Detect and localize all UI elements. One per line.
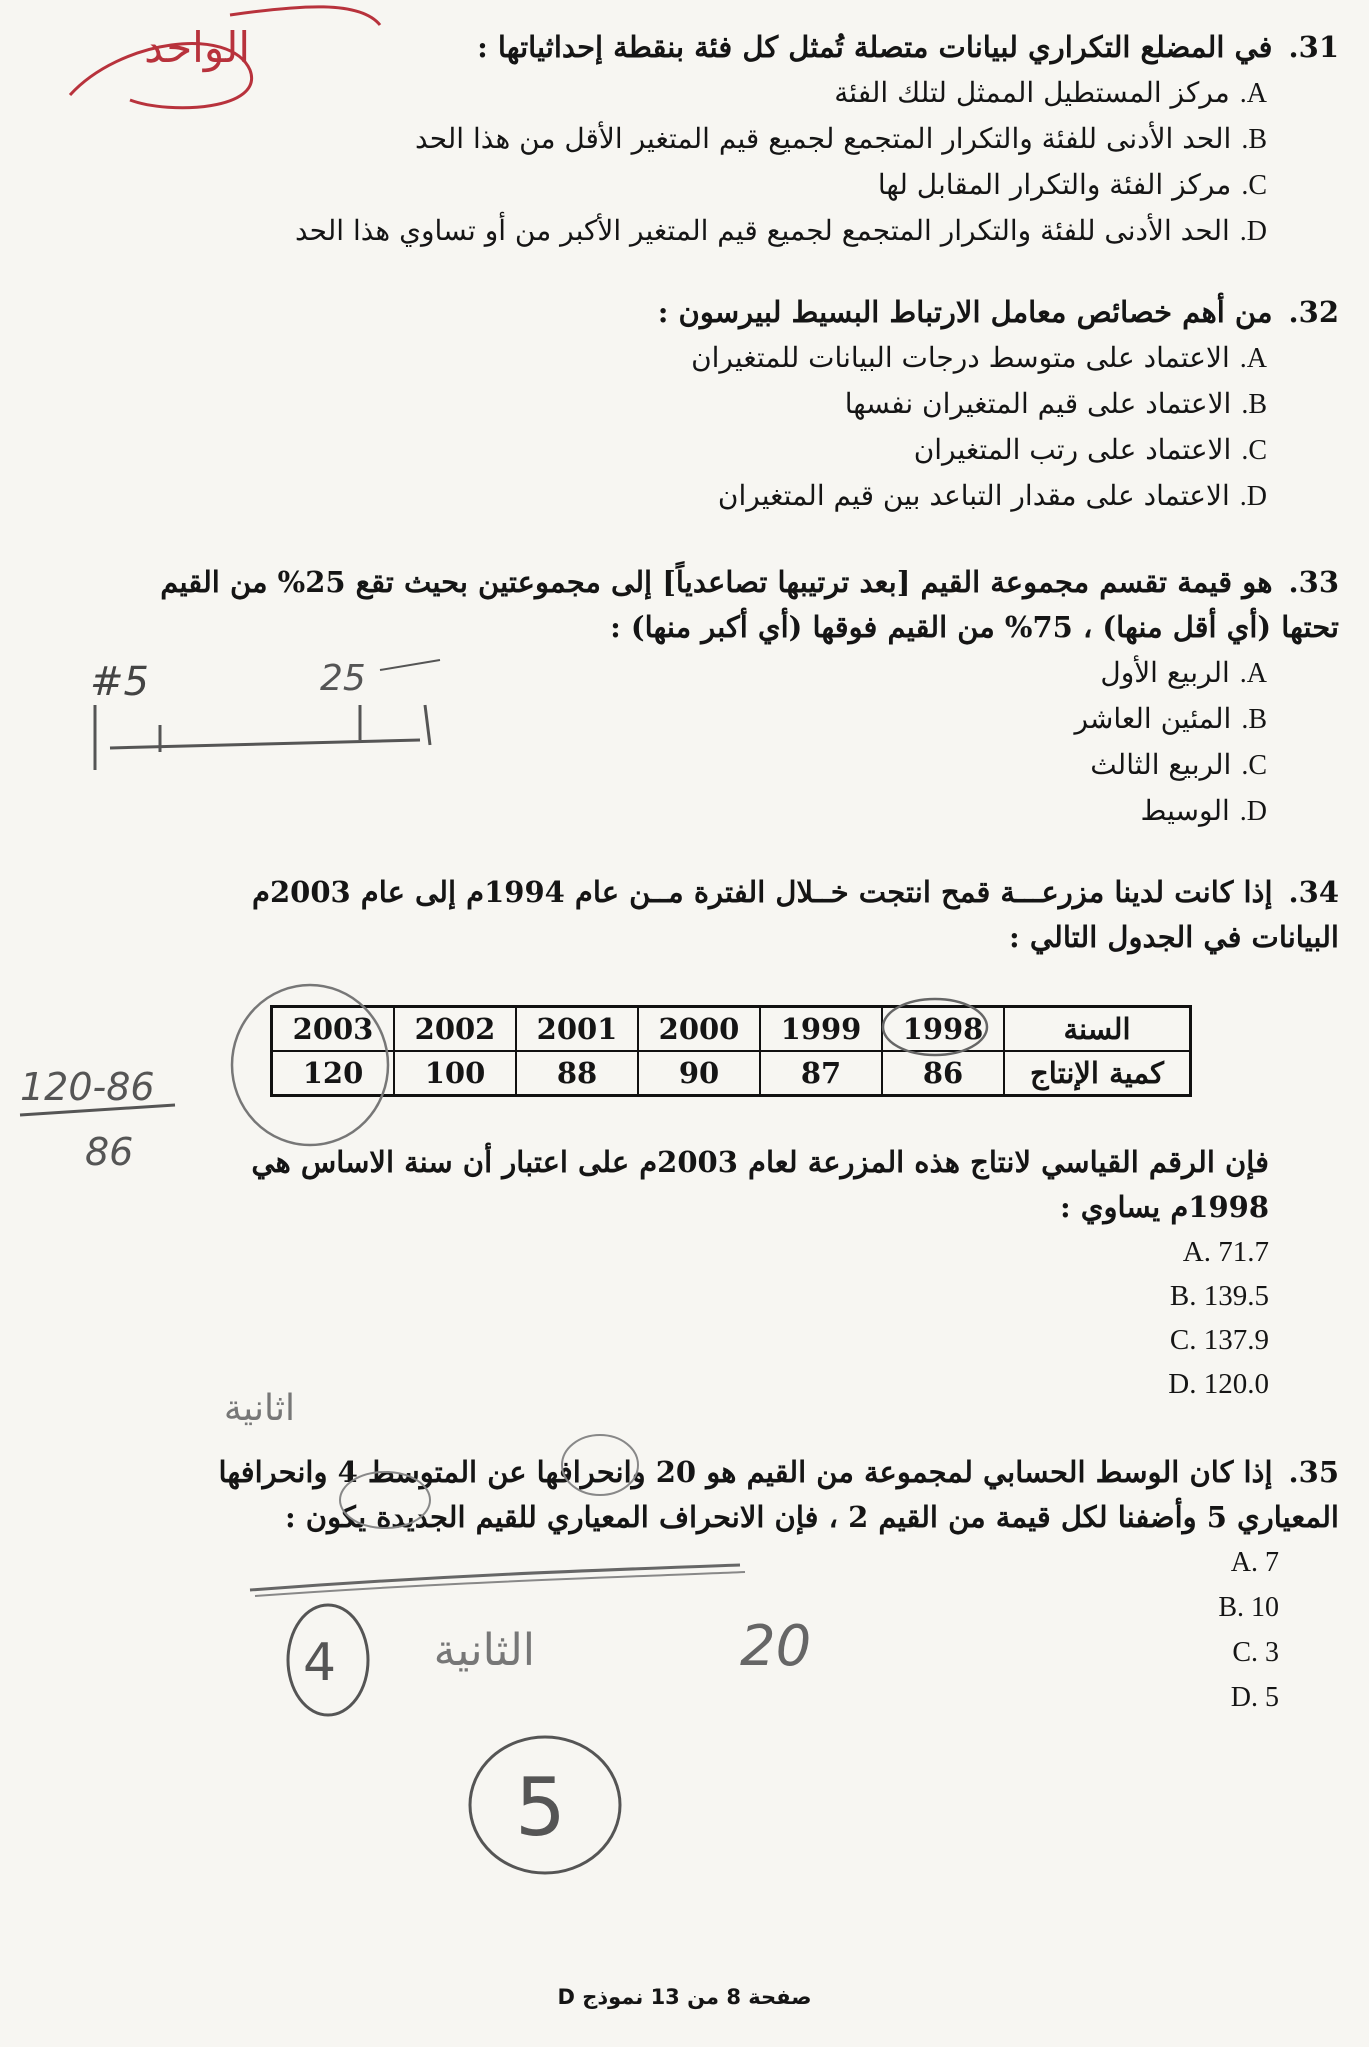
table-row-header-year: السنة xyxy=(1004,1007,1191,1052)
question-stem: 32.من أهم خصائص معامل الارتباط البسيط لبيرسون : xyxy=(657,295,1339,329)
circle-mark xyxy=(470,1737,620,1873)
output-cell: 87 xyxy=(760,1051,882,1096)
output-cell: 90 xyxy=(638,1051,760,1096)
option-b[interactable]: B.الحد الأدنى للفئة والتكرار المتجمع لجميع قيم المتغير الأقل من هذا الحد xyxy=(415,122,1267,155)
option-b[interactable]: B.الاعتماد على قيم المتغيران نفسها xyxy=(844,387,1267,420)
option-a[interactable]: A.الاعتماد على متوسط درجات البيانات للمتغيران xyxy=(691,341,1267,374)
options-list xyxy=(129,1540,1279,1720)
year-cell: 2002 xyxy=(394,1007,516,1052)
option-a[interactable]: A.الربيع الأول xyxy=(1100,656,1267,689)
year-cell: 1999 xyxy=(760,1007,882,1052)
output-cell: 88 xyxy=(516,1051,638,1096)
question-stem-2: فإن الرقم القياسي لانتاج هذه المزرعة لعام 2003م على اعتبار أن سنة الاساس هي 1998م يساوي : xyxy=(251,1145,1269,1224)
page-footer: صفحة 8 من 13 نموذج D xyxy=(557,1985,812,2009)
question-stem: 34.إذا كانت لدينا مزرعـــة قمح انتجت خــلال الفترة مــن عام 1994م إلى عام 2003م البيانات في الجدول التالي : xyxy=(252,875,1339,954)
pencil-note: #5 xyxy=(90,659,149,705)
options-list xyxy=(29,335,1267,519)
option-b[interactable]: B. 139.5 xyxy=(1169,1280,1269,1312)
year-cell: 2000 xyxy=(638,1007,760,1052)
year-cell: 1998 xyxy=(882,1007,1004,1052)
red-handwriting-text: الواحد xyxy=(144,23,250,72)
output-cell: 86 xyxy=(882,1051,1004,1096)
option-c[interactable]: C.الربيع الثالث xyxy=(1090,748,1267,781)
pencil-note: 86 xyxy=(85,1130,134,1174)
option-b[interactable]: B. 10 xyxy=(1218,1592,1279,1623)
question-34-continuation xyxy=(169,1140,1269,1406)
question-stem: 31.في المضلع التكراري لبيانات متصلة تُمثل كل فئة بنقطة إحداثياتها : xyxy=(477,30,1339,64)
table-row-header-output: كمية الإنتاج xyxy=(1004,1051,1191,1096)
year-cell: 2001 xyxy=(516,1007,638,1052)
table-row xyxy=(272,1007,1191,1052)
pencil-note: 120-86 xyxy=(20,1065,155,1109)
options-list xyxy=(129,650,1267,834)
pencil-note: 20 xyxy=(740,1614,812,1679)
option-c[interactable]: C. 3 xyxy=(1232,1637,1279,1668)
option-c[interactable]: C. 137.9 xyxy=(1169,1324,1269,1356)
year-cell: 2003 xyxy=(272,1007,395,1052)
question-32 xyxy=(29,290,1339,519)
output-cell: 100 xyxy=(394,1051,516,1096)
options-list xyxy=(29,70,1267,254)
option-a[interactable]: A. 71.7 xyxy=(1182,1236,1269,1268)
question-33 xyxy=(129,560,1339,834)
question-stem: 35.إذا كان الوسط الحسابي لمجموعة من القيم هو 20 وانحرافها عن المتوسط 4 وانحرافها المعياري 5 وأضفنا لكل قيمة من القيم 2 ، فإن الانحراف المعياري للقيم الجديدة يكون : xyxy=(218,1455,1339,1534)
option-d[interactable]: D. 5 xyxy=(1230,1682,1279,1713)
option-d[interactable]: D. 120.0 xyxy=(1168,1368,1269,1400)
option-d[interactable]: D.الاعتماد على مقدار التباعد بين قيم المتغيران xyxy=(717,479,1267,512)
question-34 xyxy=(199,870,1339,960)
question-31 xyxy=(29,25,1339,254)
output-cell: 120 xyxy=(272,1051,395,1096)
pencil-note: اثانية xyxy=(223,1388,295,1429)
options-list xyxy=(169,1230,1269,1406)
option-c[interactable]: C.مركز الفئة والتكرار المقابل لها xyxy=(877,168,1267,201)
option-c[interactable]: C.الاعتماد على رتب المتغيران xyxy=(913,433,1267,466)
table-row xyxy=(272,1051,1191,1096)
pencil-note: 4 xyxy=(303,1633,337,1693)
option-b[interactable]: B.المئين العاشر xyxy=(1074,702,1267,735)
production-table xyxy=(270,1005,1192,1097)
option-d[interactable]: D.الوسيط xyxy=(1140,794,1267,827)
question-stem: 33.هو قيمة تقسم مجموعة القيم [بعد ترتيبها تصاعدياً] إلى مجموعتين بحيث تقع 25% من القيم تحتها (أي أقل منها) ، 75% من القيم فوقها (أي أكبر منها) : xyxy=(160,565,1339,644)
pencil-note: 25 xyxy=(320,658,366,699)
option-a[interactable]: A. 7 xyxy=(1230,1547,1279,1578)
option-a[interactable]: A.مركز المستطيل الممثل لتلك الفئة xyxy=(834,76,1267,109)
pencil-note: 5 xyxy=(515,1761,566,1854)
option-d[interactable]: D.الحد الأدنى للفئة والتكرار المتجمع لجميع قيم المتغير الأكبر من أو تساوي هذا الحد xyxy=(294,214,1267,247)
question-35 xyxy=(129,1450,1339,1720)
pencil-note: الثانية xyxy=(433,1625,535,1676)
